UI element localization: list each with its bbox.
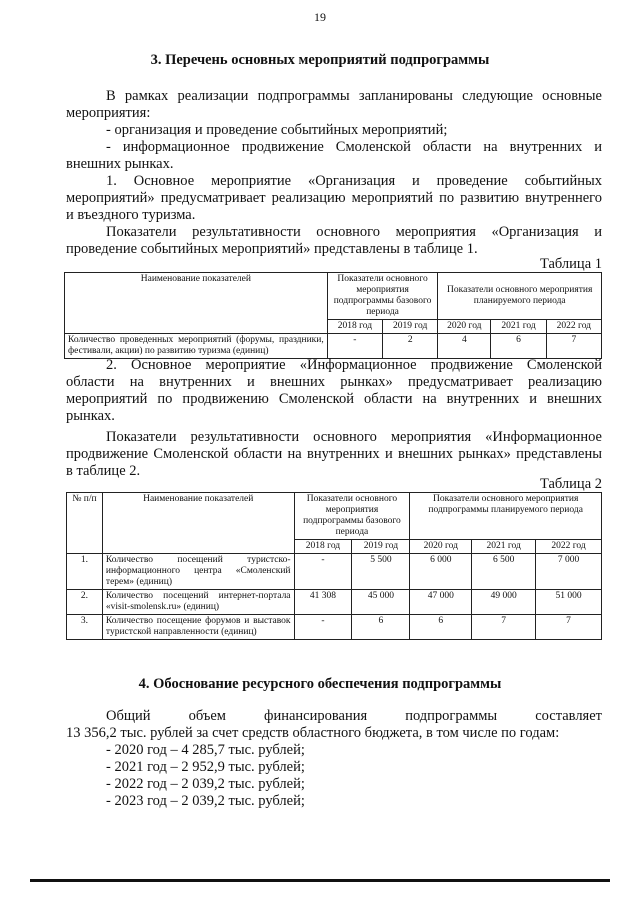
year-header: 2020 год [410, 540, 472, 554]
text-line: - информационное продвижение Смоленской области на внутренних и [106, 139, 602, 155]
table-1 [64, 272, 602, 359]
text-line: - 2020 год – 4 285,7 тыс. рублей; [106, 742, 305, 758]
text-line: области на внутренних и внешних рынках» предусматривает реализацию [66, 374, 602, 390]
indicator-name: Количество посещение форумов и выставок туристской направленности (единиц) [102, 615, 294, 640]
row-number: 3. [67, 615, 103, 640]
indicator-name: Количество посещений туристско-информационного центра «Смоленский терем» (единиц) [102, 554, 294, 590]
table-cell: 49 000 [472, 590, 536, 615]
section-4-heading: 4. Обоснование ресурсного обеспечения подпрограммы [138, 676, 502, 692]
intro-paragraph [66, 88, 602, 258]
text-line: Общий объем финансирования подпрограммы составляет [106, 708, 602, 724]
text-line: внешних рынках. [66, 156, 174, 172]
middle-paragraph [66, 357, 602, 480]
table-cell: 7 [536, 615, 602, 640]
bottom-rule [30, 879, 610, 882]
table-cell: 7 [546, 334, 601, 359]
table-cell: 6 [491, 334, 546, 359]
text-line: рынках. [66, 408, 115, 424]
text-line: - 2023 год – 2 039,2 тыс. рублей; [106, 793, 305, 809]
text-line: в таблице 2. [66, 463, 141, 479]
table-header: Показатели основного мероприятия подпрограммы базового периода [327, 273, 438, 320]
text-line: - 2022 год – 2 039,2 тыс. рублей; [106, 776, 305, 792]
table-2 [66, 492, 602, 640]
table-header: Показатели основного мероприятия подпрограммы базового периода [294, 493, 410, 540]
table-row [67, 615, 602, 640]
table-cell: - [327, 334, 382, 359]
table-header: Показатели основного мероприятия подпрограммы планируемого периода [410, 493, 602, 540]
table-row [67, 554, 602, 590]
table-cell: - [294, 615, 352, 640]
table-header: Показатели основного мероприятия планируемого периода [438, 273, 602, 320]
indicator-name: Количество проведенных мероприятий (форумы, праздники, фестивали, акции) по развитию туризма (единиц) [65, 334, 328, 359]
table-cell: 47 000 [410, 590, 472, 615]
table-header: № п/п [67, 493, 103, 554]
table-cell: 6 000 [410, 554, 472, 590]
financing-paragraph [66, 708, 602, 810]
year-header: 2021 год [472, 540, 536, 554]
text-line: 1. Основное мероприятие «Организация и проведение событийных [106, 173, 602, 189]
table-2-caption: Таблица 2 [539, 476, 602, 492]
table-cell: 6 [352, 615, 410, 640]
table-cell: 2 [383, 334, 438, 359]
row-number: 2. [67, 590, 103, 615]
row-number: 1. [67, 554, 103, 590]
table-row [67, 590, 602, 615]
text-line: 2. Основное мероприятие «Информационное продвижение Смоленской [106, 357, 602, 373]
text-line: - 2021 год – 2 952,9 тыс. рублей; [106, 759, 305, 775]
year-header: 2022 год [546, 320, 601, 334]
text-line: - организация и проведение событийных мероприятий; [106, 122, 448, 138]
section-3-heading: 3. Перечень основных мероприятий подпрограммы [150, 52, 490, 68]
text-line: Показатели результативности основного мероприятия «Информационное [106, 429, 602, 445]
table-1-caption: Таблица 1 [539, 256, 602, 272]
year-header: 2020 год [438, 320, 491, 334]
table-cell: 7 000 [536, 554, 602, 590]
table-row [65, 334, 602, 359]
text-line: Показатели результативности основного мероприятия «Организация и [106, 224, 602, 240]
table-cell: 45 000 [352, 590, 410, 615]
table-cell: 51 000 [536, 590, 602, 615]
year-header: 2019 год [352, 540, 410, 554]
text-line: мероприятия: [66, 105, 151, 121]
text-line: 13 356,2 тыс. рублей за счет средств областного бюджета, в том числе по годам: [66, 725, 560, 741]
table-cell: 4 [438, 334, 491, 359]
text-line: и въездного туризма. [66, 207, 196, 223]
indicator-name: Количество посещений интернет-портала «visit-smolensk.ru» (единиц) [102, 590, 294, 615]
year-header: 2021 год [491, 320, 546, 334]
text-line: проведение событийных мероприятий» представлены в таблице 1. [66, 241, 478, 257]
table-cell: 6 500 [472, 554, 536, 590]
text-line: мероприятий» предусматривает реализацию мероприятий по развитию внутреннего [66, 190, 602, 206]
year-header: 2022 год [536, 540, 602, 554]
text-line: продвижение Смоленской области на внутренних и внешних рынках» представлены [66, 446, 602, 462]
year-header: 2019 год [383, 320, 438, 334]
table-cell: 7 [472, 615, 536, 640]
page-number: 19 [314, 10, 326, 24]
text-line: В рамках реализации подпрограммы запланированы следующие основные [106, 88, 602, 104]
table-cell: 41 308 [294, 590, 352, 615]
table-cell: - [294, 554, 352, 590]
table-cell: 6 [410, 615, 472, 640]
year-header: 2018 год [294, 540, 352, 554]
table-cell: 5 500 [352, 554, 410, 590]
text-line: мероприятий по продвижению Смоленской области на внутренних и внешних [66, 391, 602, 407]
table-header: Наименование показателей [102, 493, 294, 554]
year-header: 2018 год [327, 320, 382, 334]
table-header: Наименование показателей [65, 273, 328, 334]
